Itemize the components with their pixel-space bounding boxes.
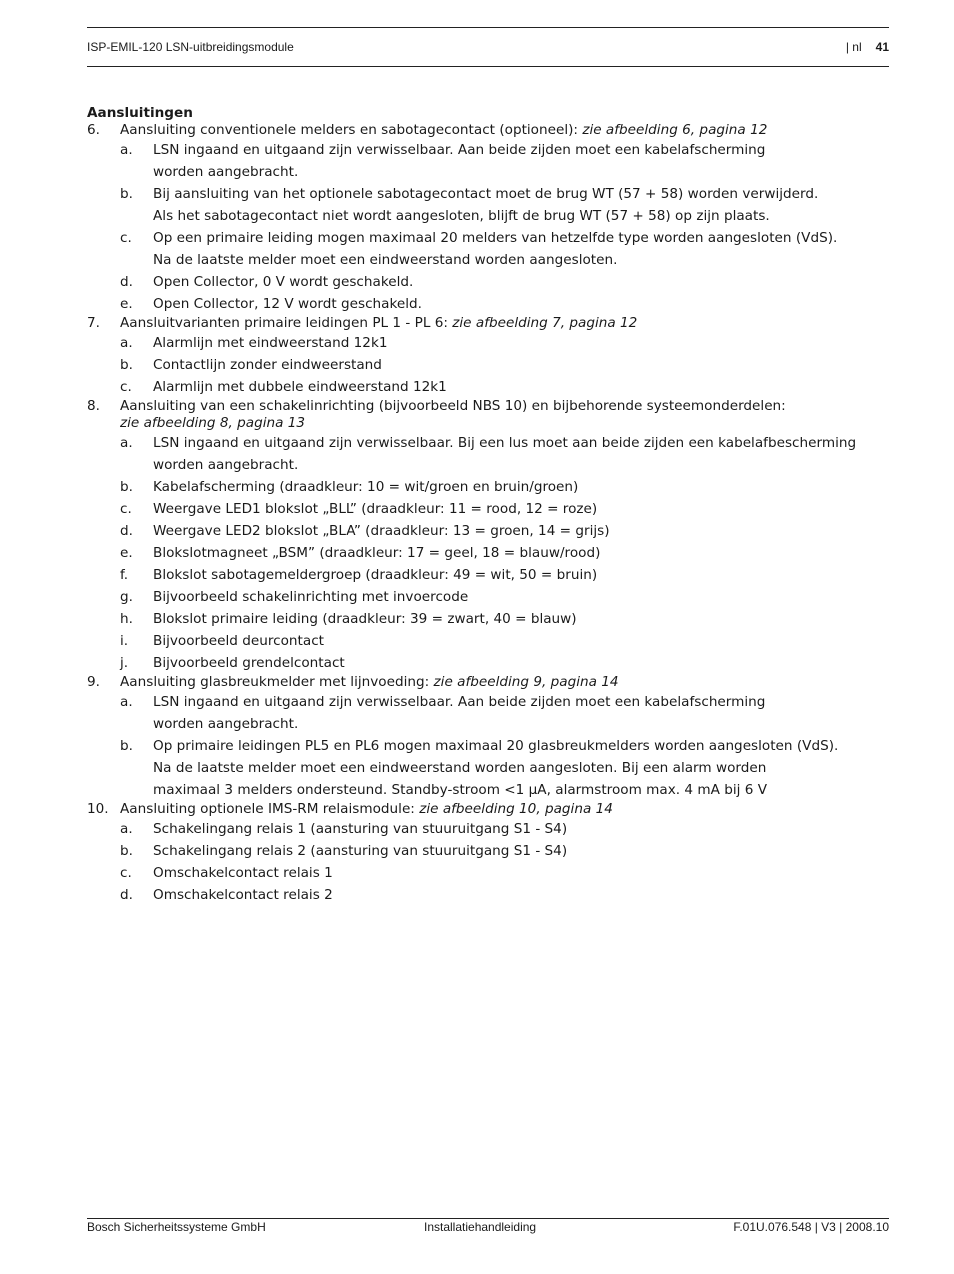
sub-item-letter: b. (120, 843, 133, 859)
sub-item (87, 498, 887, 520)
sub-item-line: Blokslotmagneet „BSM” (draadkleur: 17 = geel, 18 = blauw/rood) (153, 545, 601, 561)
item-text: Aansluiting van een schakelinrichting (bijvoorbeeld NBS 10) en bijbehorende systeemonderdelen: (120, 398, 786, 414)
sub-item (87, 354, 887, 376)
list-item (87, 315, 887, 332)
figure-reference: zie afbeelding 8, pagina 13 (120, 415, 306, 431)
main-content (87, 105, 887, 906)
sub-item (87, 332, 887, 354)
item-text: Aansluiting optionele IMS-RM relaismodule: (120, 801, 420, 817)
sub-item (87, 376, 887, 398)
sub-item-letter: c. (120, 379, 132, 395)
list-item (87, 122, 887, 139)
item-text: Aansluitvarianten primaire leidingen PL 1 - PL 6: (120, 315, 453, 331)
sub-item-letter: a. (120, 335, 133, 351)
sub-item-letter: b. (120, 479, 133, 495)
list-item (87, 801, 887, 818)
list-item (87, 398, 887, 432)
sub-item-letter: i. (120, 633, 129, 649)
sub-item-line: Op primaire leidingen PL5 en PL6 mogen maximaal 20 glasbreukmelders worden aangesloten (VdS). (153, 738, 839, 754)
figure-reference: zie afbeelding 9, pagina 14 (433, 674, 619, 690)
sub-item-line: Open Collector, 12 V wordt geschakeld. (153, 296, 422, 312)
sub-item-letter: e. (120, 296, 133, 312)
sub-item (87, 227, 887, 271)
item-text: Aansluiting glasbreukmelder met lijnvoeding: (120, 674, 434, 690)
sub-item-line: Omschakelcontact relais 1 (153, 865, 333, 881)
sub-item-letter: a. (120, 435, 133, 451)
sub-item-line: Blokslot sabotagemeldergroep (draadkleur: 49 = wit, 50 = bruin) (153, 567, 598, 583)
header-language: | nl (845, 40, 862, 54)
sub-item (87, 840, 887, 862)
sub-item (87, 542, 887, 564)
sub-item (87, 818, 887, 840)
sub-item-letter: c. (120, 230, 132, 246)
sub-item-line: worden aangebracht. (153, 716, 299, 732)
header-bottom-rule (87, 66, 889, 67)
sub-item (87, 476, 887, 498)
sub-item-line: Alarmlijn met dubbele eindweerstand 12k1 (153, 379, 447, 395)
item-number: 6. (87, 122, 100, 138)
page-number: 41 (875, 40, 889, 54)
sub-item-line: Bijvoorbeeld grendelcontact (153, 655, 345, 671)
sub-item-line: Schakelingang relais 2 (aansturing van stuuruitgang S1 - S4) (153, 843, 568, 859)
sub-item (87, 630, 887, 652)
sub-item-line: Omschakelcontact relais 2 (153, 887, 333, 903)
sub-item-line: Alarmlijn met eindweerstand 12k1 (153, 335, 388, 351)
sub-item (87, 735, 887, 801)
sub-item-line: Bij aansluiting van het optionele sabotagecontact moet de brug WT (57 + 58) worden verwijderd. (153, 186, 819, 202)
sub-item-letter: b. (120, 186, 133, 202)
footer-document-type: Installatiehandleiding (424, 1220, 537, 1234)
sub-item-line: Na de laatste melder moet een eindweerstand worden aangesloten. (153, 252, 618, 268)
sub-item-line: Weergave LED2 blokslot „BLA” (draadkleur: 13 = groen, 14 = grijs) (153, 523, 610, 539)
item-number: 9. (87, 674, 100, 690)
sub-item-letter: f. (120, 567, 129, 583)
sub-item (87, 691, 887, 735)
figure-reference: zie afbeelding 7, pagina 12 (452, 315, 638, 331)
sub-item (87, 608, 887, 630)
sub-item-line: Op een primaire leiding mogen maximaal 20 melders van hetzelfde type worden aangesloten (VdS). (153, 230, 838, 246)
sub-item-letter: d. (120, 274, 133, 290)
footer-document-code: F.01U.076.548 | V3 | 2008.10 (733, 1220, 889, 1234)
section-heading: Aansluitingen (87, 105, 193, 121)
sub-item-letter: g. (120, 589, 133, 605)
header-page-info (846, 40, 889, 54)
sub-item-letter: j. (120, 655, 129, 671)
header-title: ISP-EMIL-120 LSN-uitbreidingsmodule (87, 40, 294, 54)
sub-item-line: Schakelingang relais 1 (aansturing van stuuruitgang S1 - S4) (153, 821, 568, 837)
sub-item (87, 564, 887, 586)
sub-item-line: LSN ingaand en uitgaand zijn verwisselbaar. Aan beide zijden moet een kabelafscherming (153, 694, 766, 710)
sub-item-letter: a. (120, 694, 133, 710)
sub-item-letter: d. (120, 887, 133, 903)
sub-item-line: LSN ingaand en uitgaand zijn verwisselbaar. Aan beide zijden moet een kabelafscherming (153, 142, 766, 158)
sub-item-line: Als het sabotagecontact niet wordt aangesloten, blijft de brug WT (57 + 58) op zijn plaats. (153, 208, 770, 224)
sub-item (87, 520, 887, 542)
header-top-rule (87, 27, 889, 28)
sub-item-letter: c. (120, 501, 132, 517)
item-number: 7. (87, 315, 100, 331)
sub-item-letter: b. (120, 738, 133, 754)
sub-item (87, 271, 887, 293)
sub-item-line: Weergave LED1 blokslot „BLL” (draadkleur: 11 = rood, 12 = roze) (153, 501, 598, 517)
sub-item (87, 652, 887, 674)
sub-item-line: Bijvoorbeeld deurcontact (153, 633, 324, 649)
item-number: 8. (87, 398, 100, 414)
sub-item-line: Kabelafscherming (draadkleur: 10 = wit/groen en bruin/groen) (153, 479, 579, 495)
sub-item-letter: a. (120, 821, 133, 837)
footer-rule (87, 1218, 889, 1219)
list-item (87, 674, 887, 691)
sub-item-line: Open Collector, 0 V wordt geschakeld. (153, 274, 414, 290)
sub-item (87, 139, 887, 183)
sub-item (87, 586, 887, 608)
sub-item-letter: d. (120, 523, 133, 539)
sub-item (87, 884, 887, 906)
sub-item-line: maximaal 3 melders ondersteund. Standby-stroom <1 µA, alarmstroom max. 4 mA bij 6 V (153, 782, 768, 798)
sub-item-line: Blokslot primaire leiding (draadkleur: 39 = zwart, 40 = blauw) (153, 611, 577, 627)
sub-item-line: Contactlijn zonder eindweerstand (153, 357, 382, 373)
figure-reference: zie afbeelding 10, pagina 14 (419, 801, 613, 817)
sub-item (87, 183, 887, 227)
sub-item-letter: a. (120, 142, 133, 158)
sub-item (87, 293, 887, 315)
sub-item-letter: h. (120, 611, 133, 627)
sub-item-line: LSN ingaand en uitgaand zijn verwisselbaar. Bij een lus moet aan beide zijden een kabelafbescherming (153, 435, 857, 451)
sub-item-letter: b. (120, 357, 133, 373)
sub-item (87, 432, 887, 476)
sub-item-line: Na de laatste melder moet een eindweerstand worden aangesloten. Bij een alarm worden (153, 760, 767, 776)
sub-item-line: worden aangebracht. (153, 164, 299, 180)
sub-item-line: Bijvoorbeeld schakelinrichting met invoercode (153, 589, 469, 605)
sub-item-line: worden aangebracht. (153, 457, 299, 473)
footer-company: Bosch Sicherheitssysteme GmbH (87, 1220, 266, 1234)
connection-list (87, 122, 887, 906)
item-number: 10. (87, 801, 109, 817)
figure-reference: zie afbeelding 6, pagina 12 (582, 122, 768, 138)
item-text: Aansluiting conventionele melders en sabotagecontact (optioneel): (120, 122, 583, 138)
sub-item-letter: c. (120, 865, 132, 881)
sub-item (87, 862, 887, 884)
sub-item-letter: e. (120, 545, 133, 561)
